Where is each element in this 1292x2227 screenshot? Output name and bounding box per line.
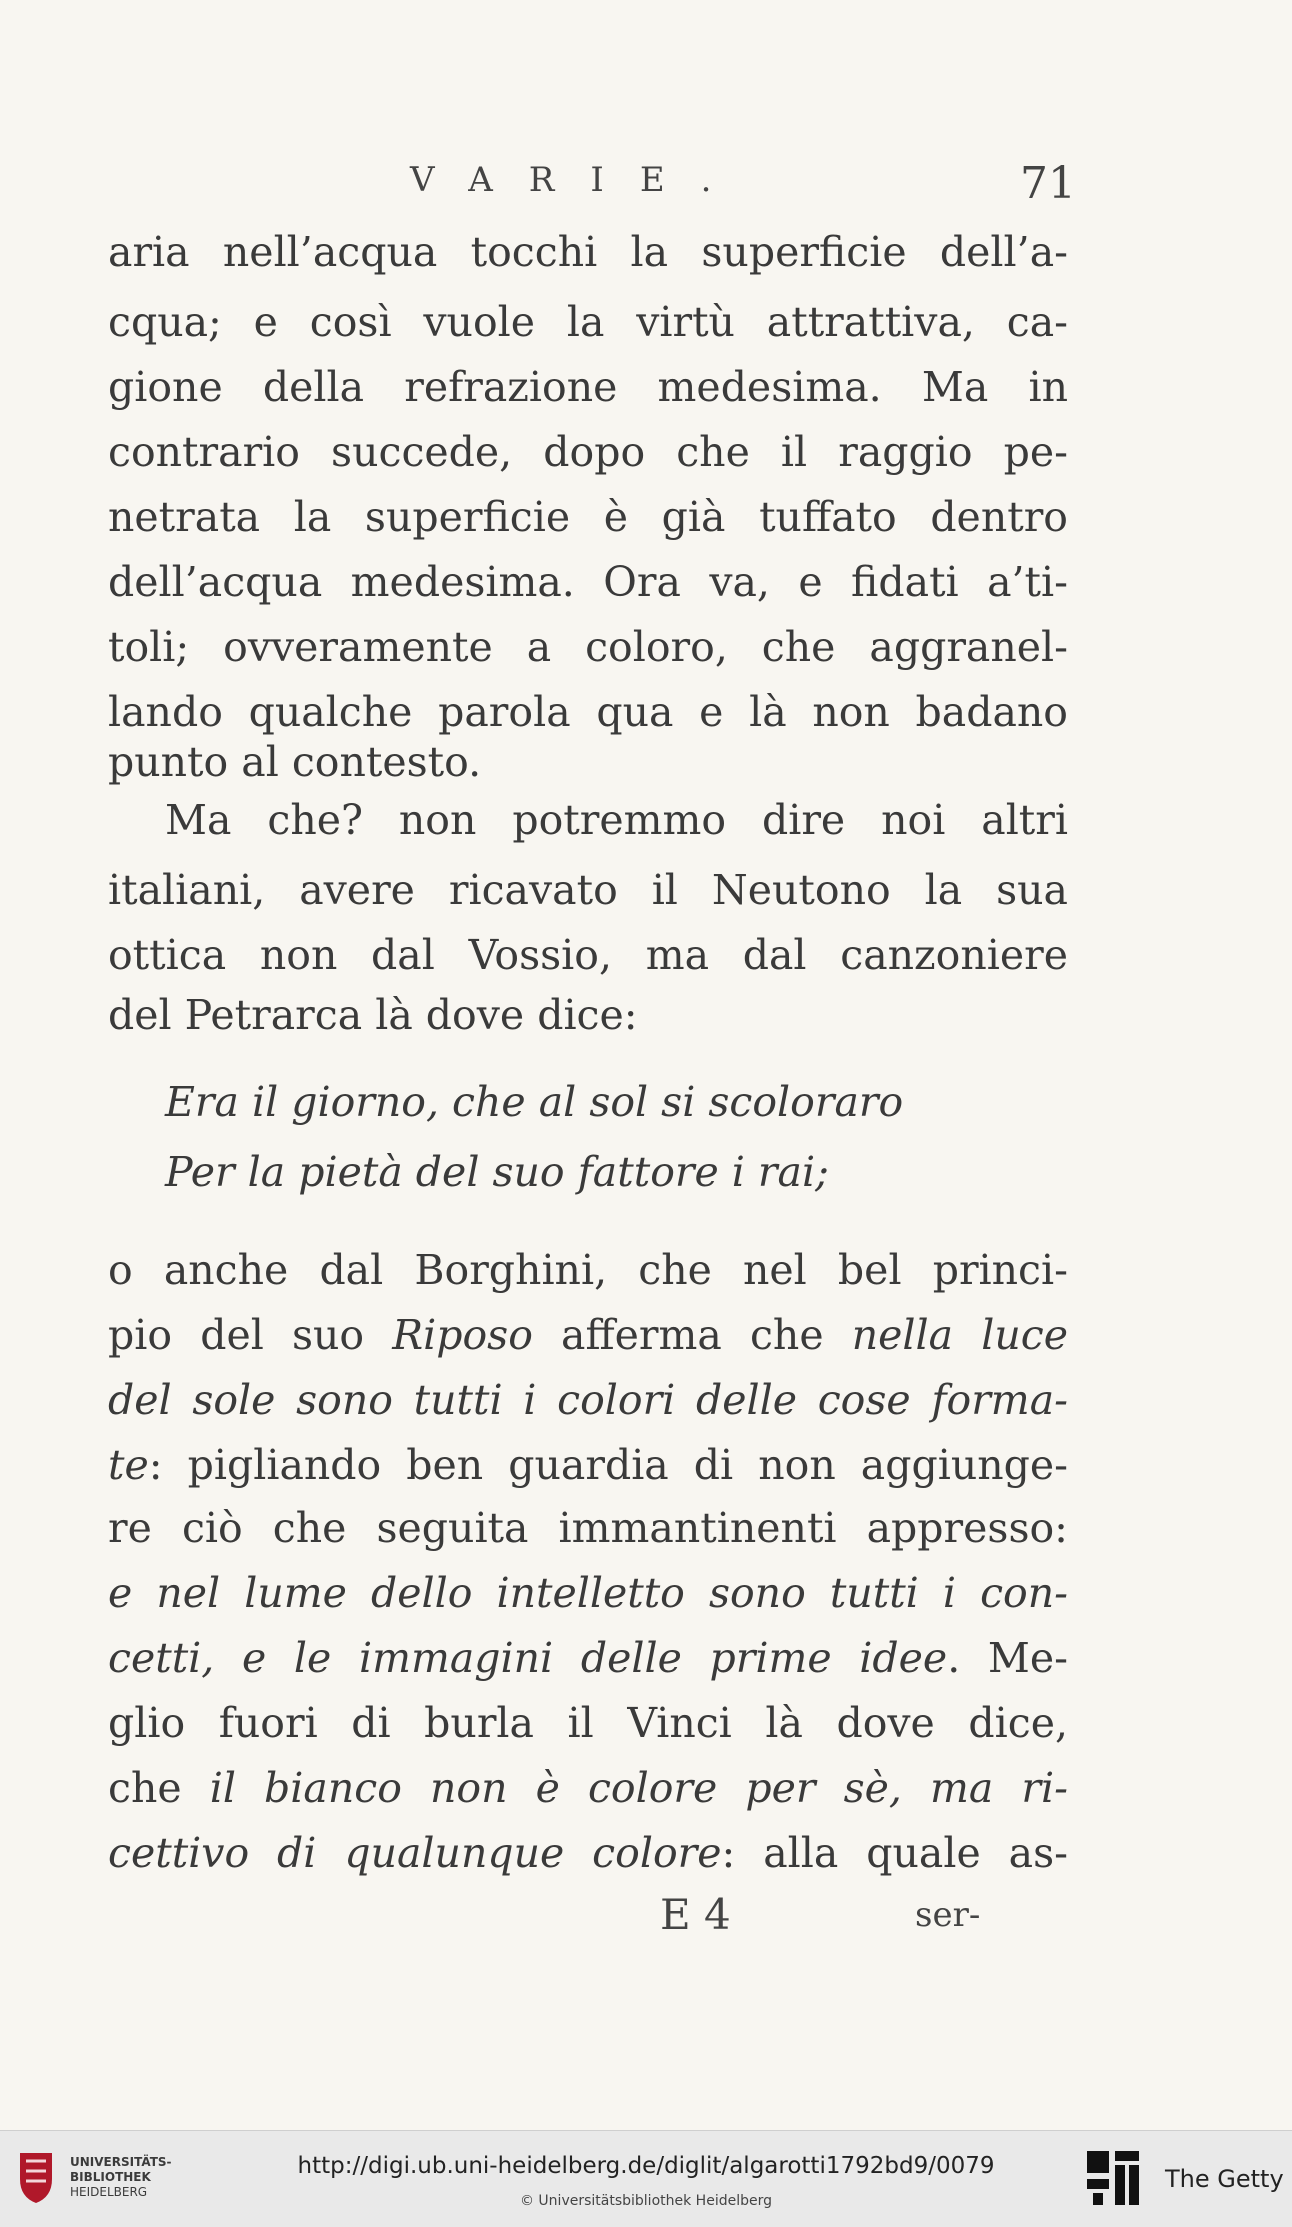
library-name-line: BIBLIOTHEK: [70, 2170, 151, 2184]
text-line: ottica non dal Vossio, ma dal canzoniere: [108, 931, 1068, 979]
catchword: ser-: [915, 1895, 981, 1935]
text-line: aria nell’acqua tocchi la superficie dell’a-: [108, 228, 1068, 276]
text-line: [108, 1829, 1068, 1877]
text-run: afferma che: [532, 1311, 852, 1359]
text-line: o anche dal Borghini, che nel bel princi-: [108, 1246, 1068, 1294]
verse-line: Per la pietà del suo fattore i rai;: [165, 1148, 829, 1196]
library-name-line: UNIVERSITÄTS-: [70, 2155, 172, 2169]
getty-name: The Getty: [1165, 2165, 1284, 2193]
text-run: : pigliando ben guardia di non aggiunge-: [148, 1441, 1068, 1489]
italic-run: te: [108, 1441, 149, 1489]
text-line: glio fuori di burla il Vinci là dove dice,: [108, 1699, 1068, 1747]
text-line: [108, 1634, 1068, 1682]
text-line: punto al contesto.: [108, 738, 482, 786]
copyright-notice: © Universitätsbibliothek Heidelberg: [519, 2193, 772, 2209]
text-line: italiani, avere ricavato il Neutono la sua: [108, 866, 1068, 914]
italic-run: cetti, e le immagini delle prime idee: [108, 1634, 948, 1682]
viewer-footer: [0, 2130, 1292, 2227]
text-line: Ma che? non potremmo dire noi altri: [165, 796, 1068, 844]
text-line: re ciò che seguita immantinenti appresso:: [108, 1504, 1068, 1552]
text-run: pio del suo: [108, 1311, 393, 1359]
italic-run: il bianco non è colore per sè, ma ri-: [209, 1764, 1068, 1812]
verse-line: Era il giorno, che al sol si scoloraro: [165, 1078, 904, 1126]
text-line: del sole sono tutti i colori delle cose forma-: [108, 1376, 1068, 1424]
getty-logo[interactable]: [1085, 2149, 1285, 2211]
text-line: netrata la superficie è già tuffato dentro: [108, 493, 1068, 541]
text-line: toli; ovveramente a coloro, che aggranel-: [108, 623, 1068, 671]
italic-run: Riposo: [392, 1311, 533, 1359]
text-line: lando qualche parola qua e là non badano: [108, 688, 1068, 736]
text-run: . Me-: [947, 1634, 1068, 1682]
signature-mark: E 4: [660, 1890, 731, 1939]
page-header: [0, 160, 1292, 220]
text-line: [108, 1441, 1068, 1489]
italic-run: nella luce: [851, 1311, 1068, 1359]
running-title: VARIE.: [410, 160, 748, 200]
text-line: dell’acqua medesima. Ora va, e fidati a’ti-: [108, 558, 1068, 606]
text-run: : alla quale as-: [721, 1829, 1068, 1877]
text-line: gione della refrazione medesima. Ma in: [108, 363, 1068, 411]
italic-run: cettivo di qualunque colore: [108, 1829, 722, 1877]
text-line: contrario succede, dopo che il raggio pe-: [108, 428, 1068, 476]
text-line: [108, 1764, 1068, 1812]
permalink-url[interactable]: http://digi.ub.uni-heidelberg.de/diglit/algarotti1792bd9/0079: [297, 2153, 995, 2179]
text-run: che: [108, 1764, 210, 1812]
text-line: [108, 1311, 1068, 1359]
page-number: 71: [1020, 158, 1076, 209]
library-name-line: HEIDELBERG: [70, 2185, 148, 2199]
text-line: del Petrarca là dove dice:: [108, 991, 638, 1039]
text-line: cqua; e così vuole la virtù attrattiva, ca-: [108, 298, 1068, 346]
text-line: e nel lume dello intelletto sono tutti i con-: [108, 1569, 1068, 1617]
getty-mark-icon: [1085, 2149, 1141, 2209]
